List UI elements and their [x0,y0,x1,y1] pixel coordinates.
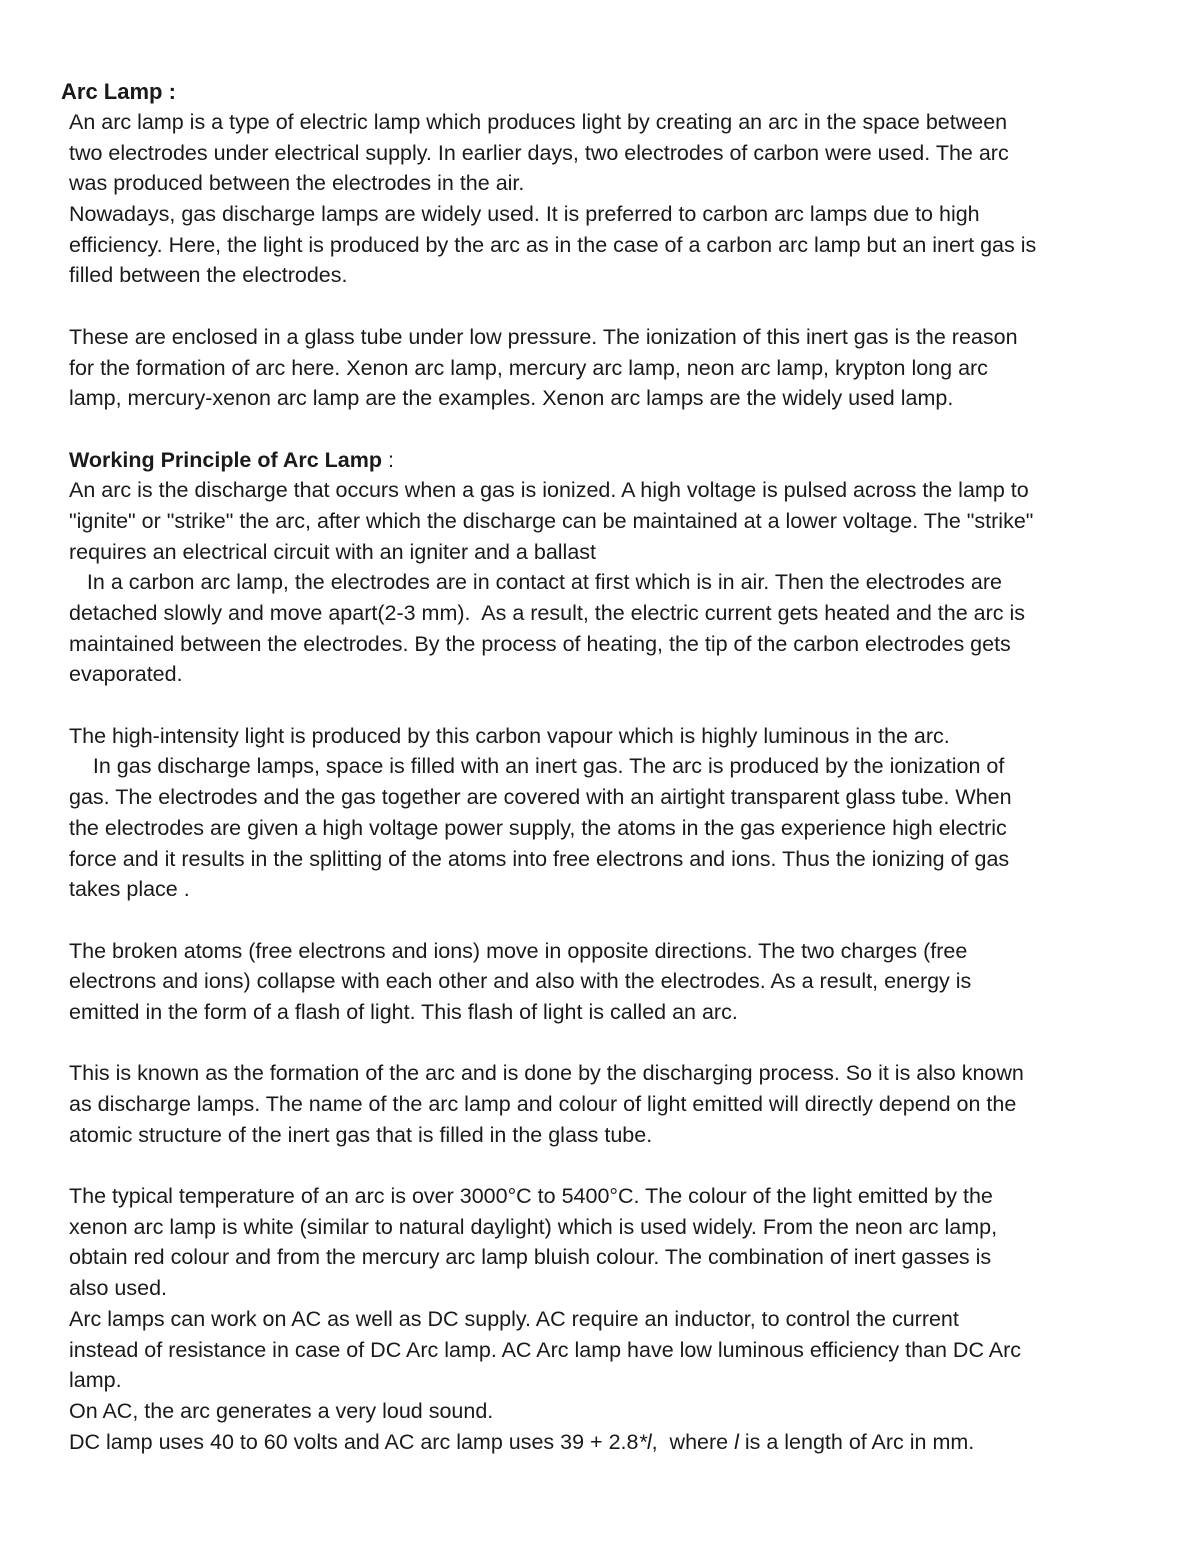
text-line: The broken atoms (free electrons and ions) move in opposite directions. The two charges (free [69,938,968,963]
paragraph-gap [69,291,1139,322]
paragraph-gap [69,1028,1139,1059]
text-line: maintained between the electrodes. By the process of heating, the tip of the carbon electrodes gets [69,631,1011,656]
text-line: "ignite" or "strike" the arc, after which the discharge can be maintained at a lower voltage. The "strike" [69,508,1034,533]
text-line: lamp. [69,1368,122,1393]
text-line: emitted in the form of a flash of light. This flash of light is called an arc. [69,999,738,1024]
text-line: was produced between the electrodes in the air. [69,171,525,196]
paragraph-gap [69,690,1139,721]
paragraph-gap [69,414,1139,445]
formula-text-mid: , where [651,1429,735,1454]
text-line: efficiency. Here, the light is produced by the arc as in the case of a carbon arc lamp but an inert gas is [69,232,1037,257]
paragraph-gap [69,905,1139,936]
section-heading: Working Principle of Arc Lamp [69,447,382,472]
text-line: An arc is the discharge that occurs when a gas is ionized. A high voltage is pulsed across the lamp to [69,478,1029,503]
text-line: electrons and ions) collapse with each other and also with the electrodes. As a result, energy is [69,969,972,994]
formula-text-after: is a length of Arc in mm. [738,1429,975,1454]
text-line: Nowadays, gas discharge lamps are widely used. It is preferred to carbon arc lamps due to high [69,202,980,227]
section-heading-suffix: : [382,447,394,472]
formula-variable: l [646,1429,652,1454]
section-working-principle [69,445,1139,691]
text-line: takes place . [69,877,190,902]
paragraph-enclosure [69,322,1139,414]
text-line: evaporated. [69,662,183,687]
text-line: lamp, mercury-xenon arc lamp are the examples. Xenon arc lamps are the widely used lamp. [69,386,954,411]
text-line: The typical temperature of an arc is over 3000°C to 5400°C. The colour of the light emitted by the [69,1184,993,1209]
text-line: xenon arc lamp is white (similar to natural daylight) which is used widely. From the neon arc lamp, [69,1214,998,1239]
text-line: requires an electrical circuit with an igniter and a ballast [69,539,597,564]
formula-line [69,1427,1139,1458]
paragraph-broken-atoms [69,936,1139,1028]
text-line: the electrodes are given a high voltage power supply, the atoms in the gas experience high electric [69,815,1007,840]
text-line: filled between the electrodes. [69,263,348,288]
formula-variable: l [734,1429,739,1454]
text-line: detached slowly and move apart(2-3 mm). As a result, the electric current gets heated and the arc is [69,601,1026,625]
text-line: as discharge lamps. The name of the arc lamp and colour of light emitted will directly depend on the [69,1092,1017,1116]
paragraph-formation [69,1058,1139,1150]
text-line: instead of resistance in case of DC Arc lamp. AC Arc lamp have low luminous efficiency than DC Arc [69,1337,1022,1362]
text-line: In gas discharge lamps, space is filled with an inert gas. The arc is produced by the ionization of [69,754,1005,779]
text-line: On AC, the arc generates a very loud sound. [69,1398,494,1423]
text-line: also used. [69,1276,168,1301]
text-line: obtain red colour and from the mercury arc lamp bluish colour. The combination of inert gasses is [69,1245,992,1270]
text-line: for the formation of arc here. Xenon arc lamp, mercury arc lamp, neon arc lamp, krypton long arc [69,355,988,380]
text-line: In a carbon arc lamp, the electrodes are in contact at first which is in air. Then the electrodes are [69,570,1002,595]
section-heading-line [69,445,1139,476]
text-line: two electrodes under electrical supply. In earlier days, two electrodes of carbon were used. The arc [69,140,1009,165]
text-line: gas. The electrodes and the gas together are covered with an airtight transparent glass tube. When [69,785,1012,810]
paragraph-intro [69,107,1139,291]
formula-operator: * [638,1429,647,1454]
text-line: atomic structure of the inert gas that is filled in the glass tube. [69,1122,653,1147]
text-line: Arc lamps can work on AC as well as DC supply. AC require an inductor, to control the current [69,1306,959,1331]
text-line: This is known as the formation of the arc and is done by the discharging process. So it is also known [69,1061,1024,1086]
paragraph-high-intensity [69,721,1139,905]
formula-text-before: DC lamp uses 40 to 60 volts and AC arc lamp uses 39 + 2.8 [69,1429,639,1454]
document-body [69,107,1139,1457]
text-line: force and it results in the splitting of the atoms into free electrons and ions. Thus the ionizing of gas [69,846,1010,871]
text-line: These are enclosed in a glass tube under low pressure. The ionization of this inert gas is the reason [69,324,1018,349]
paragraph-temperature [69,1181,1139,1457]
paragraph-gap [69,1150,1139,1181]
text-line: The high-intensity light is produced by this carbon vapour which is highly luminous in the arc. [69,723,950,748]
page-title: Arc Lamp : [61,79,176,104]
text-line: An arc lamp is a type of electric lamp which produces light by creating an arc in the space between [69,110,1008,134]
